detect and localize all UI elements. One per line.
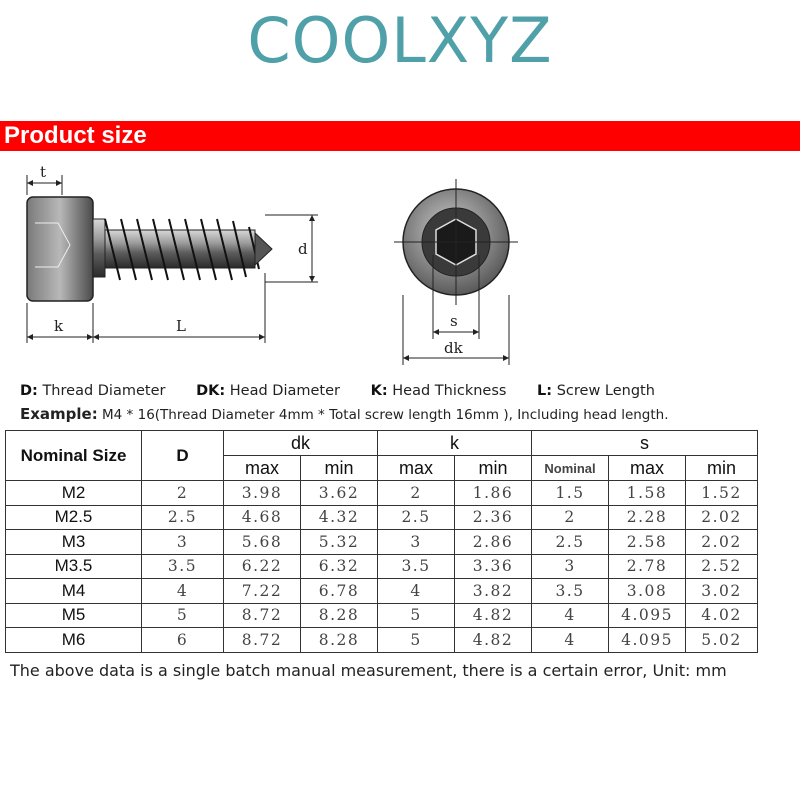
legend-item-d [20, 383, 165, 399]
legend-key: L: [537, 383, 553, 399]
cell-d: 2 [142, 481, 224, 506]
legend-item-dk [196, 383, 340, 399]
screw-end-view [394, 179, 518, 365]
cell-s-min: 1.52 [686, 481, 758, 506]
header-k: k [378, 431, 532, 456]
cell-dk-max: 8.72 [224, 628, 301, 653]
example-text: M4 * 16(Thread Diameter 4mm * Total screw length 16mm ), Including head length. [102, 407, 669, 423]
cell-size: M3.5 [6, 554, 142, 579]
cell-s-nominal: 4 [532, 628, 609, 653]
table-row [6, 579, 758, 604]
legend-text: Screw Length [556, 383, 655, 399]
header-k-min: min [455, 456, 532, 481]
cell-s-max: 1.58 [609, 481, 686, 506]
cell-k-max: 4 [378, 579, 455, 604]
cell-size: M3 [6, 530, 142, 555]
table-row [6, 554, 758, 579]
cell-dk-max: 4.68 [224, 505, 301, 530]
brand-title: COOLXYZ [247, 4, 553, 77]
cell-k-min: 2.86 [455, 530, 532, 555]
cell-dk-max: 3.98 [224, 481, 301, 506]
cell-s-nominal: 2.5 [532, 530, 609, 555]
example-key: Example: [20, 405, 98, 423]
cell-dk-min: 4.32 [301, 505, 378, 530]
header-s: s [532, 431, 758, 456]
table-row [6, 505, 758, 530]
legend-item-l [537, 383, 655, 399]
dim-label-d: d [298, 240, 308, 258]
cell-k-max: 2 [378, 481, 455, 506]
cell-s-min: 5.02 [686, 628, 758, 653]
size-spec-table [5, 430, 758, 653]
legend-text: Head Diameter [229, 383, 340, 399]
example-note [20, 405, 669, 423]
header-d: D [142, 431, 224, 481]
cell-size: M5 [6, 603, 142, 628]
cell-d: 3.5 [142, 554, 224, 579]
banner-title: Product size [4, 122, 147, 149]
cell-dk-max: 5.68 [224, 530, 301, 555]
legend [20, 383, 681, 399]
legend-text: Thread Diameter [42, 383, 166, 399]
cell-s-max: 2.58 [609, 530, 686, 555]
cell-s-max: 2.78 [609, 554, 686, 579]
header-k-max: max [378, 456, 455, 481]
cell-dk-min: 6.32 [301, 554, 378, 579]
table-row [6, 530, 758, 555]
cell-k-min: 2.36 [455, 505, 532, 530]
cell-d: 4 [142, 579, 224, 604]
cell-dk-max: 8.72 [224, 603, 301, 628]
cell-d: 5 [142, 603, 224, 628]
cell-size: M6 [6, 628, 142, 653]
legend-key: D: [20, 383, 38, 399]
cell-k-min: 3.36 [455, 554, 532, 579]
cell-s-max: 4.095 [609, 603, 686, 628]
cell-s-min: 4.02 [686, 603, 758, 628]
header-dk-min: min [301, 456, 378, 481]
screw-head [27, 197, 93, 301]
cell-k-min: 4.82 [455, 628, 532, 653]
cell-dk-min: 8.28 [301, 603, 378, 628]
cell-s-max: 4.095 [609, 628, 686, 653]
cell-size: M2.5 [6, 505, 142, 530]
cell-s-min: 2.02 [686, 505, 758, 530]
cell-size: M2 [6, 481, 142, 506]
cell-dk-min: 3.62 [301, 481, 378, 506]
table-row [6, 603, 758, 628]
dim-label-k: k [54, 317, 64, 335]
table-body [6, 481, 758, 653]
cell-s-nominal: 1.5 [532, 481, 609, 506]
legend-key: K: [370, 383, 388, 399]
cell-s-nominal: 3.5 [532, 579, 609, 604]
table-row [6, 628, 758, 653]
cell-k-min: 4.82 [455, 603, 532, 628]
cell-k-max: 5 [378, 628, 455, 653]
screw-side-view [27, 163, 318, 343]
dim-label-L: L [176, 317, 186, 335]
cell-dk-min: 8.28 [301, 628, 378, 653]
cell-s-min: 2.52 [686, 554, 758, 579]
header-s-max: max [609, 456, 686, 481]
cell-s-nominal: 4 [532, 603, 609, 628]
cell-s-min: 2.02 [686, 530, 758, 555]
legend-text: Head Thickness [392, 383, 507, 399]
cell-s-max: 2.28 [609, 505, 686, 530]
measurement-footnote: The above data is a single batch manual measurement, there is a certain error, Unit: mm [10, 661, 727, 680]
cell-k-max: 2.5 [378, 505, 455, 530]
legend-item-k [371, 383, 507, 399]
cell-size: M4 [6, 579, 142, 604]
dim-label-dk: dk [444, 339, 463, 357]
cell-s-max: 3.08 [609, 579, 686, 604]
cell-k-max: 5 [378, 603, 455, 628]
cell-d: 2.5 [142, 505, 224, 530]
legend-key: DK: [196, 383, 226, 399]
screw-dimension-diagram [0, 155, 800, 375]
cell-dk-min: 6.78 [301, 579, 378, 604]
section-banner [0, 121, 800, 151]
cell-dk-max: 6.22 [224, 554, 301, 579]
cell-k-max: 3.5 [378, 554, 455, 579]
cell-s-nominal: 3 [532, 554, 609, 579]
header-s-min: min [686, 456, 758, 481]
cell-d: 3 [142, 530, 224, 555]
cell-k-min: 1.86 [455, 481, 532, 506]
cell-k-max: 3 [378, 530, 455, 555]
cell-s-nominal: 2 [532, 505, 609, 530]
screw-tip [255, 233, 272, 265]
cell-s-min: 3.02 [686, 579, 758, 604]
cell-d: 6 [142, 628, 224, 653]
header-dk: dk [224, 431, 378, 456]
header-nominal-size: Nominal Size [6, 431, 142, 481]
cell-k-min: 3.82 [455, 579, 532, 604]
header-s-nominal: Nominal [532, 456, 609, 481]
header-dk-max: max [224, 456, 301, 481]
table-row [6, 481, 758, 506]
dim-label-s: s [450, 312, 458, 330]
cell-dk-min: 5.32 [301, 530, 378, 555]
dim-label-t: t [40, 163, 47, 181]
cell-dk-max: 7.22 [224, 579, 301, 604]
